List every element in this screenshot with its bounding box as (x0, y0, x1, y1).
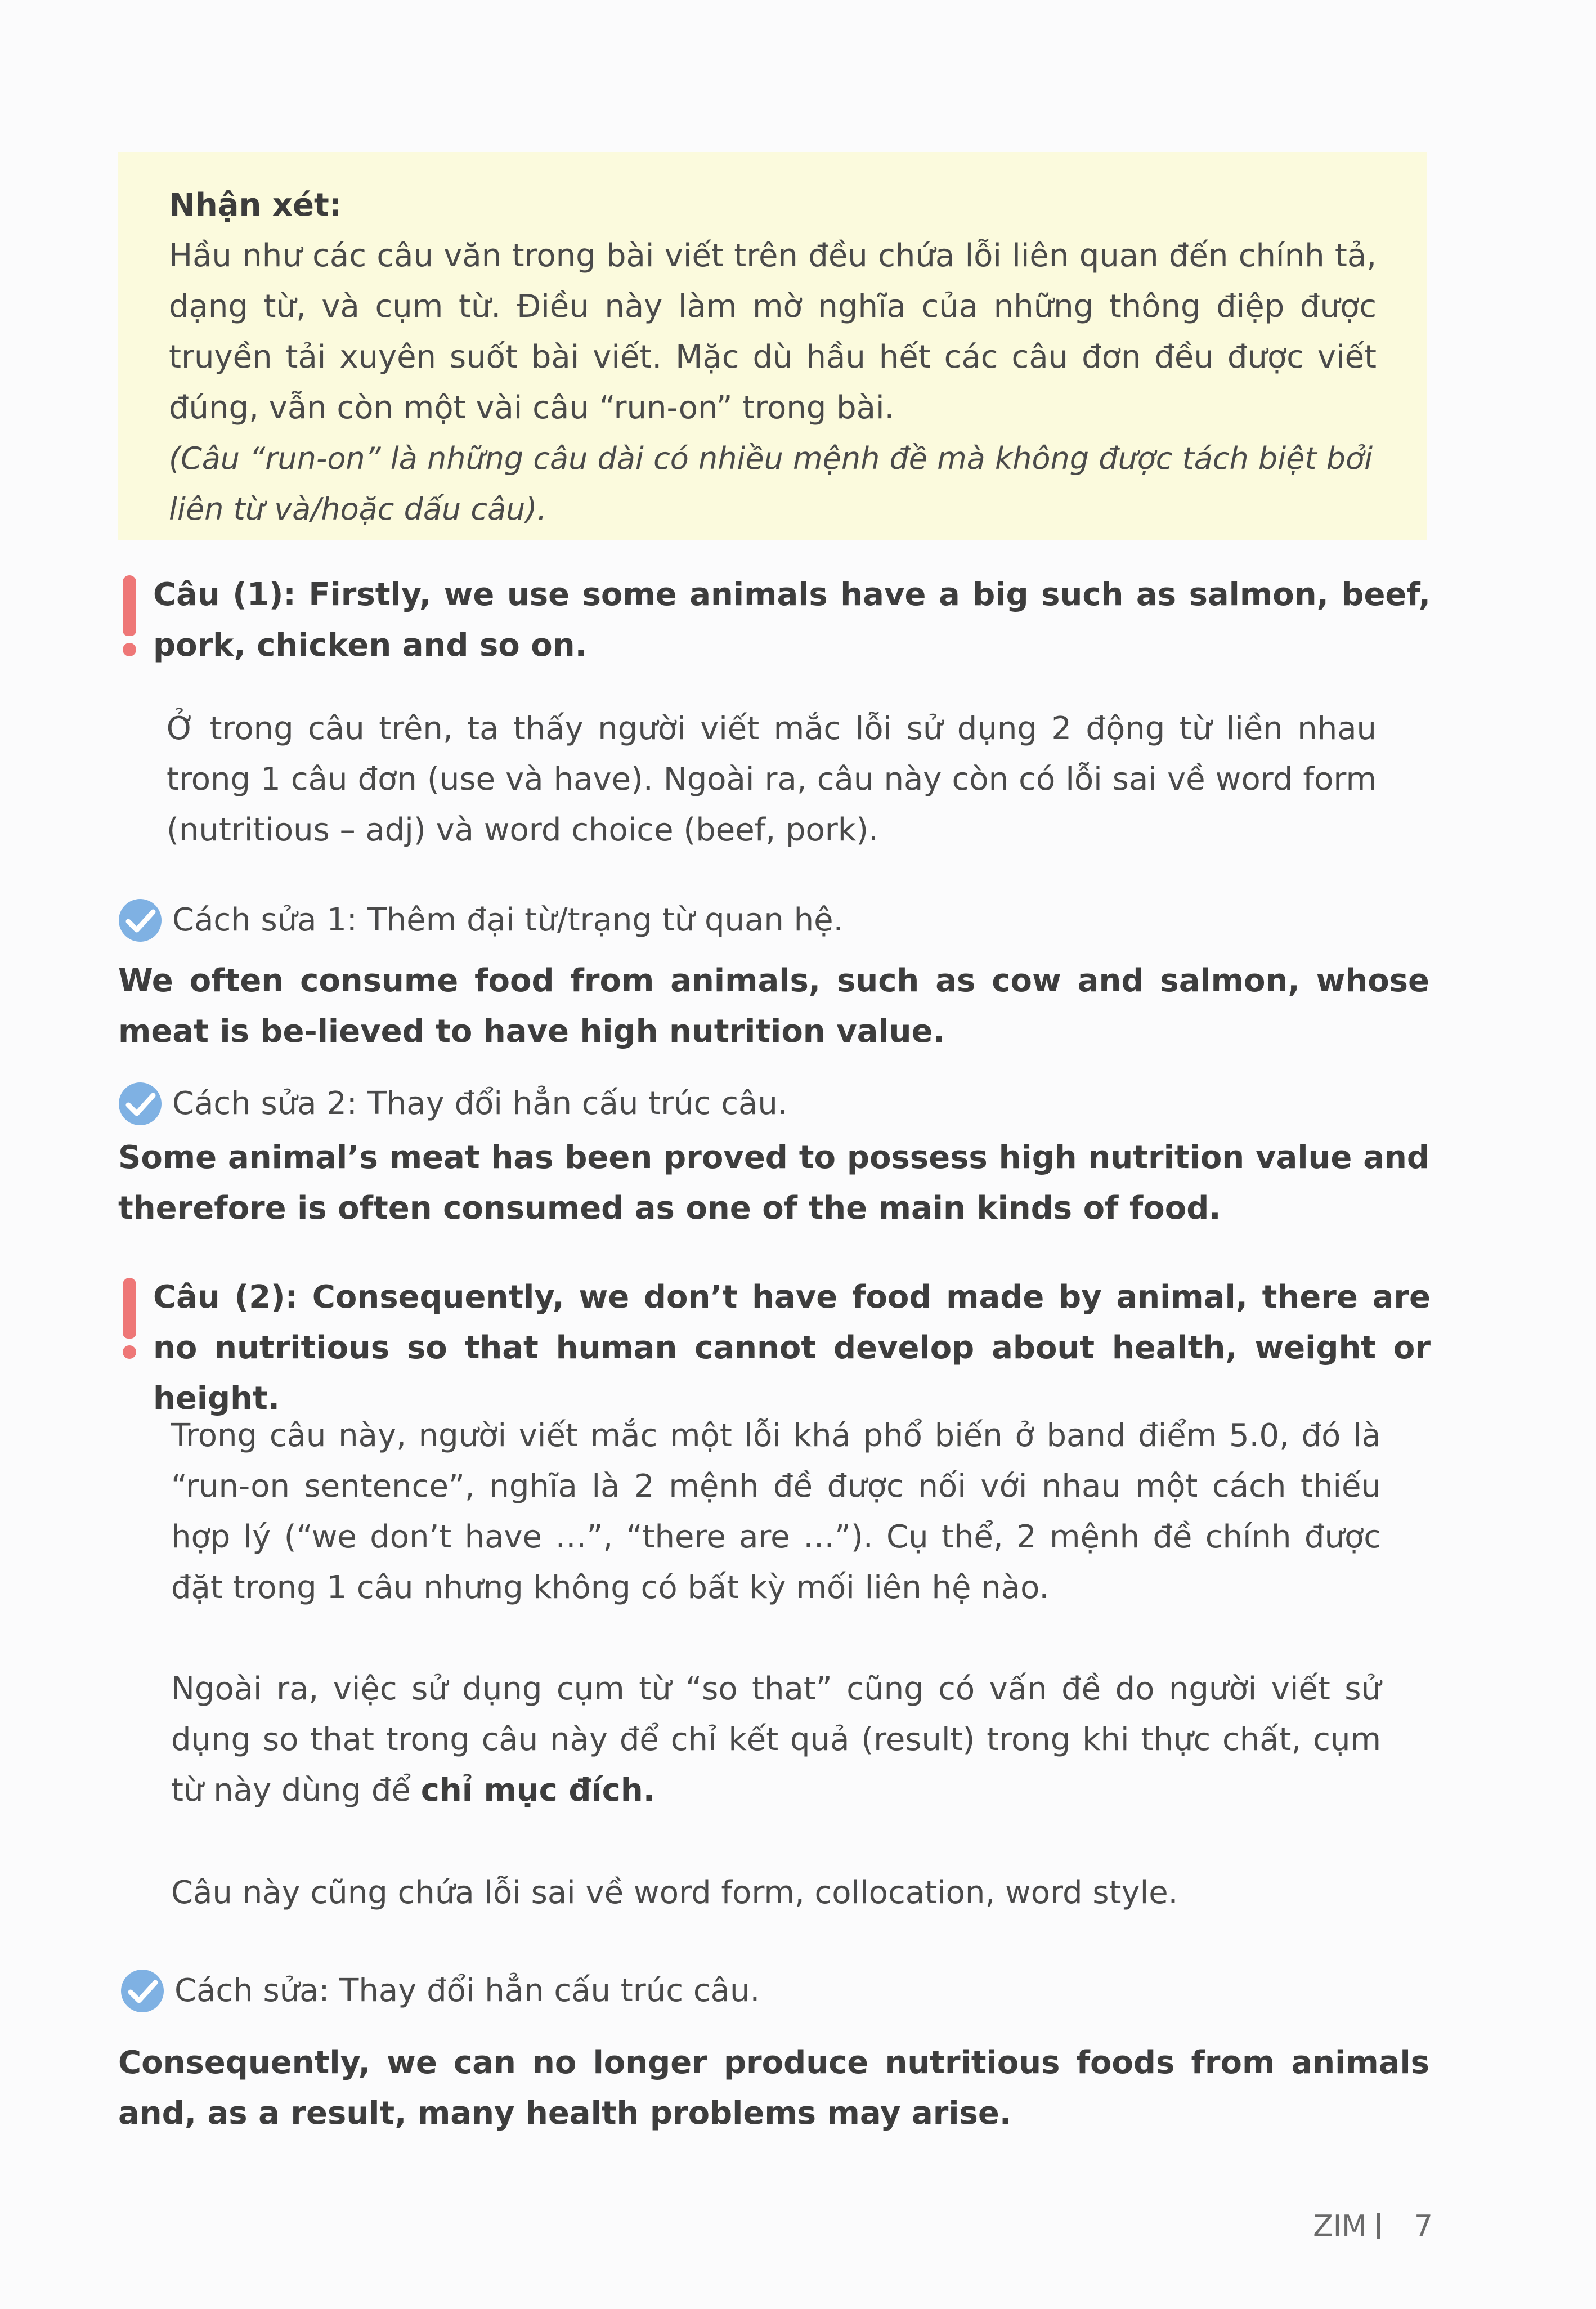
sentence-2-explanation-3: Câu này cũng chứa lỗi sai về word form, collocation, word style. (171, 1874, 1178, 1911)
fix-text: Consequently, we can no longer produce nutritious foods from animals and, as a result, many health problems may arise. (118, 2044, 1429, 2132)
check-badge-icon (117, 897, 163, 943)
note-body: Hầu như các câu văn trong bài viết trên đều chứa lỗi liên quan đến chính tả, dạng từ, và cụm từ. Điều này làm mờ nghĩa của những thông điệp được truyền tải xuyên suốt bài viết. Mặc dù hầu hết các câu đơn đều được viết đúng, vẫn còn một vài câu “run-on” trong bài. (169, 238, 1377, 426)
exclamation-icon (119, 575, 140, 660)
check-badge-icon (119, 1968, 165, 2014)
note-italic: (Câu “run-on” là những câu dài có nhiều mệnh đề mà không được tách biệt bởi liên từ và/hoặc dấu câu). (169, 441, 1373, 527)
brand-label: ZIM (1313, 2209, 1367, 2243)
fix-label: Cách sửa: Thay đổi hẳn cấu trúc câu. (174, 1972, 760, 2009)
sentence-1-explanation: Ở trong câu trên, ta thấy người viết mắc lỗi sử dụng 2 động từ liền nhau trong 1 câu đơn (use và have). Ngoài ra, câu này còn có lỗi sai về word form (nutritious – adj) và word choice (beef, pork). (167, 710, 1377, 848)
fix-2-text: Some animal’s meat has been proved to possess high nutrition value and therefore is often consumed as one of the main kinds of food. (118, 1139, 1429, 1227)
page-footer (1313, 2207, 1433, 2246)
fix-2-label: Cách sửa 2: Thay đổi hẳn cấu trúc câu. (172, 1085, 788, 1122)
sentence-2-heading: Câu (2): Consequently, we don’t have food made by animal, there are no nutritious so that human cannot develop about health, weight or height. (153, 1279, 1431, 1417)
sentence-2-explanation-2: Ngoài ra, việc sử dụng cụm từ “so that” cũng có vấn đề do người viết sử dụng so that trong câu này để chỉ kết quả (result) trong khi thực chất, cụm từ này dùng để chỉ mục đích. (171, 1671, 1381, 1809)
fix-1-label: Cách sửa 1: Thêm đại từ/trạng từ quan hệ. (172, 902, 844, 938)
footer-divider (1377, 2213, 1380, 2239)
exclamation-icon (119, 1278, 140, 1362)
note-box (118, 152, 1427, 540)
sentence-2-explanation-1: Trong câu này, người viết mắc một lỗi khá phổ biến ở band điểm 5.0, đó là “run-on sentence”, nghĩa là 2 mệnh đề được nối với nhau một cách thiếu hợp lý (“we don’t have …”, “there are …”). Cụ thể, 2 mệnh đề chính được đặt trong 1 câu nhưng không có bất kỳ mối liên hệ nào. (171, 1417, 1381, 1606)
note-title: Nhận xét: (169, 187, 342, 223)
fix-1-text: We often consume food from animals, such as cow and salmon, whose meat is be-lieved to have high nutrition value. (118, 963, 1429, 1050)
emphasis-text: chỉ mục đích. (420, 1772, 655, 1809)
page-number: 7 (1414, 2209, 1433, 2243)
sentence-1-heading: Câu (1): Firstly, we use some animals have a big such as salmon, beef, pork, chicken and so on. (153, 576, 1431, 664)
check-badge-icon (117, 1081, 163, 1127)
